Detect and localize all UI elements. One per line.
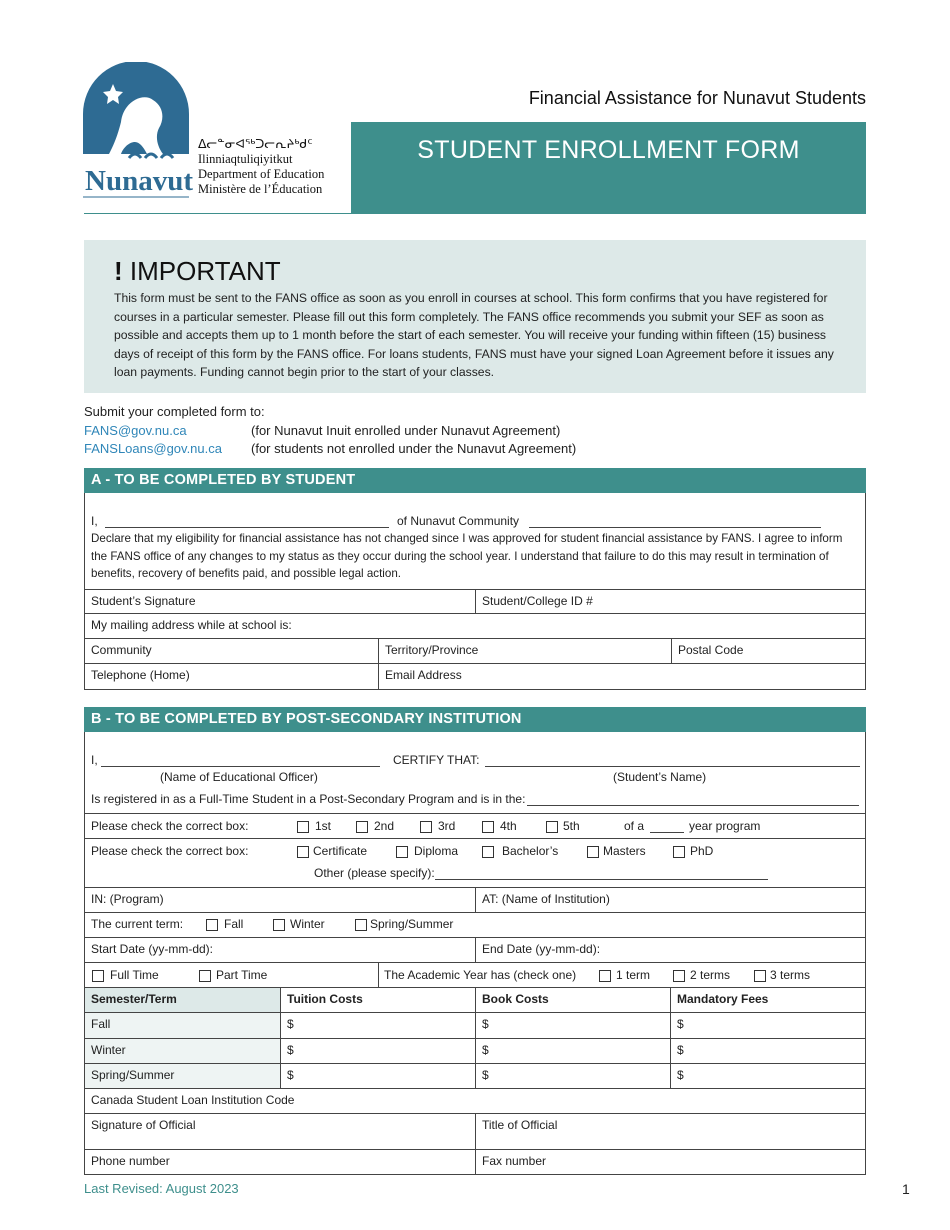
community-field[interactable] — [529, 514, 821, 528]
year-3rd-checkbox[interactable] — [420, 821, 432, 833]
winter-books-field[interactable]: $ — [475, 1039, 670, 1063]
year-1st-checkbox[interactable] — [297, 821, 309, 833]
credential-row: Please check the correct box: Certificate Diploma Bachelor’s Masters PhD Other (please specify): — [85, 839, 865, 888]
program-name: Financial Assistance for Nunavut Students — [528, 88, 866, 108]
phone-field[interactable]: Phone number — [91, 1154, 170, 1168]
contact-row — [84, 422, 684, 441]
exclamation-icon: ! — [114, 256, 123, 286]
year-4th-checkbox[interactable] — [482, 821, 494, 833]
student-name-field[interactable] — [485, 753, 860, 767]
year-5th-checkbox[interactable] — [546, 821, 558, 833]
fall-fees-field[interactable]: $ — [670, 1013, 865, 1038]
fall-tuition-field[interactable]: $ — [280, 1013, 475, 1038]
term-row: The current term: Fall Winter Spring/Summer — [85, 913, 865, 938]
declaration-text: Declare that my eligibility for financial assistance has not changed since I was approved for student financial assistance by FANS. I agree to inform the FANS office of any changes to my status as they occur during the school year. I understand that failure to do this may result in termination of benefits, recovery of benefits paid, and possible legal action. — [91, 532, 843, 580]
start-date-field[interactable]: Start Date (yy-mm-dd): — [91, 942, 214, 956]
declaration-row: I, of Nunavut Community Declare that my eligibility for financial assistance has not changed since I was approved for student financial assistance by FANS. I agree to inform the FANS office of any changes to my status as they occur during the school year. I understand that failure to do this may result in termination of benefits, recovery of benefits paid, and possible legal action. — [85, 493, 865, 590]
spring-books-field[interactable]: $ — [475, 1064, 670, 1088]
year-row: Please check the correct box: 1st 2nd 3rd 4th 5th of a year program — [85, 814, 865, 839]
fall-books-field[interactable]: $ — [475, 1013, 670, 1038]
section-b-header: B - TO BE COMPLETED BY POST-SECONDARY INSTITUTION — [84, 707, 866, 732]
dept-english: Department of Education — [198, 167, 325, 181]
submit-label: Submit your completed form to: — [84, 404, 265, 419]
submit-info — [84, 403, 684, 459]
contact-row — [84, 440, 684, 459]
enrollment-row: Full Time Part Time The Academic Year has (check one) 1 term 2 terms 3 terms — [85, 963, 865, 988]
last-revised: Last Revised: August 2023 — [84, 1181, 239, 1196]
important-text: This form must be sent to the FANS office as soon as you enroll in courses at school. This form confirms that you have registered for courses in a particular semester. Please fill out this form completely. The FANS office recommends you submit your SEF as soon as possible and accepts them up to 1 month before the start of each semester. You will receive your funding within fifteen (15) business days of receipt of this form by the FANS office. For loans students, FANS must have your signed Loan Agreement before it issues any loan payments. Funding cannot begin prior to the start of your classes. — [114, 291, 834, 379]
page-number: 1 — [902, 1181, 910, 1197]
year-2nd-checkbox[interactable] — [356, 821, 368, 833]
svg-text:Nunavut: Nunavut — [85, 165, 193, 197]
dept-french: Ministère de l’Éducation — [198, 182, 323, 196]
cost-table-header: Semester/Term Tuition Costs Book Costs Mandatory Fees — [85, 988, 865, 1013]
winter-tuition-field[interactable]: $ — [280, 1039, 475, 1063]
email-field[interactable]: Email Address — [378, 664, 865, 689]
important-heading: ! IMPORTANT — [114, 256, 281, 286]
program-field[interactable]: IN: (Program) — [91, 892, 164, 906]
nunavut-logo — [83, 62, 338, 214]
table-row: Fall $ $ $ — [85, 1013, 865, 1039]
term-winter-checkbox[interactable] — [273, 919, 285, 931]
postal-code-field[interactable]: Postal Code — [671, 639, 865, 663]
certify-row: I, CERTIFY THAT: (Name of Educational Officer) (Student’s Name) Is registered in as a Full-Time Student in a Post-Secondary Program and is in the: — [85, 732, 865, 814]
student-signature-field[interactable]: Student’s Signature — [91, 594, 196, 608]
full-time-checkbox[interactable] — [92, 970, 104, 982]
phd-checkbox[interactable] — [673, 846, 685, 858]
table-row: Winter $ $ $ — [85, 1039, 865, 1064]
fax-field[interactable]: Fax number — [475, 1150, 865, 1174]
three-terms-checkbox[interactable] — [754, 970, 766, 982]
fansloans-email-link[interactable]: FANSLoans@gov.nu.ca — [84, 441, 222, 456]
section-b-form — [84, 732, 866, 1175]
part-time-checkbox[interactable] — [199, 970, 211, 982]
territory-field[interactable]: Territory/Province — [378, 639, 671, 663]
dept-syllabics: ᐃᓕᓐᓂᐊᖅᑐᓕᕆᔨᒃᑯᑦ — [198, 137, 313, 151]
spring-fees-field[interactable]: $ — [670, 1064, 865, 1088]
dept-inuinnaqtun: Ilinniaqtuliqiyitkut — [198, 152, 293, 166]
contact-note: (for students not enrolled under the Nunavut Agreement) — [251, 441, 577, 456]
fans-email-link[interactable]: FANS@gov.nu.ca — [84, 422, 187, 438]
term-spring-summer-checkbox[interactable] — [355, 919, 367, 931]
institution-field[interactable]: AT: (Name of Institution) — [475, 888, 865, 912]
officer-name-field[interactable] — [101, 753, 380, 767]
section-a-header: A - TO BE COMPLETED BY STUDENT — [84, 468, 866, 493]
one-term-checkbox[interactable] — [599, 970, 611, 982]
community-address-field[interactable]: Community — [91, 643, 152, 657]
loan-institution-code-field[interactable]: Canada Student Loan Institution Code — [91, 1093, 295, 1107]
registered-text: Is registered in as a Full-Time Student in a Post-Secondary Program and is in the: — [91, 792, 526, 806]
term-fall-checkbox[interactable] — [206, 919, 218, 931]
winter-fees-field[interactable]: $ — [670, 1039, 865, 1063]
other-credential-field[interactable] — [435, 866, 768, 880]
two-terms-checkbox[interactable] — [673, 970, 685, 982]
important-notice — [84, 240, 866, 393]
certificate-checkbox[interactable] — [297, 846, 309, 858]
official-title-field[interactable]: Title of Official — [475, 1114, 865, 1149]
program-length-field[interactable] — [650, 819, 684, 833]
table-row: Spring/Summer $ $ $ — [85, 1064, 865, 1089]
official-signature-field[interactable]: Signature of Official — [91, 1118, 196, 1132]
student-id-field[interactable]: Student/College ID # — [475, 590, 865, 613]
student-name-field[interactable] — [105, 514, 389, 528]
masters-checkbox[interactable] — [587, 846, 599, 858]
section-a-form — [84, 493, 866, 690]
year-field[interactable] — [527, 792, 859, 806]
diploma-checkbox[interactable] — [396, 846, 408, 858]
spring-tuition-field[interactable]: $ — [280, 1064, 475, 1088]
contact-note: (for Nunavut Inuit enrolled under Nunavut Agreement) — [251, 422, 561, 438]
bachelors-checkbox[interactable] — [482, 846, 494, 858]
telephone-field[interactable]: Telephone (Home) — [91, 668, 190, 682]
mailing-address-label: My mailing address while at school is: — [91, 618, 292, 632]
end-date-field[interactable]: End Date (yy-mm-dd): — [475, 938, 865, 962]
form-title: STUDENT ENROLLMENT FORM — [351, 122, 866, 214]
